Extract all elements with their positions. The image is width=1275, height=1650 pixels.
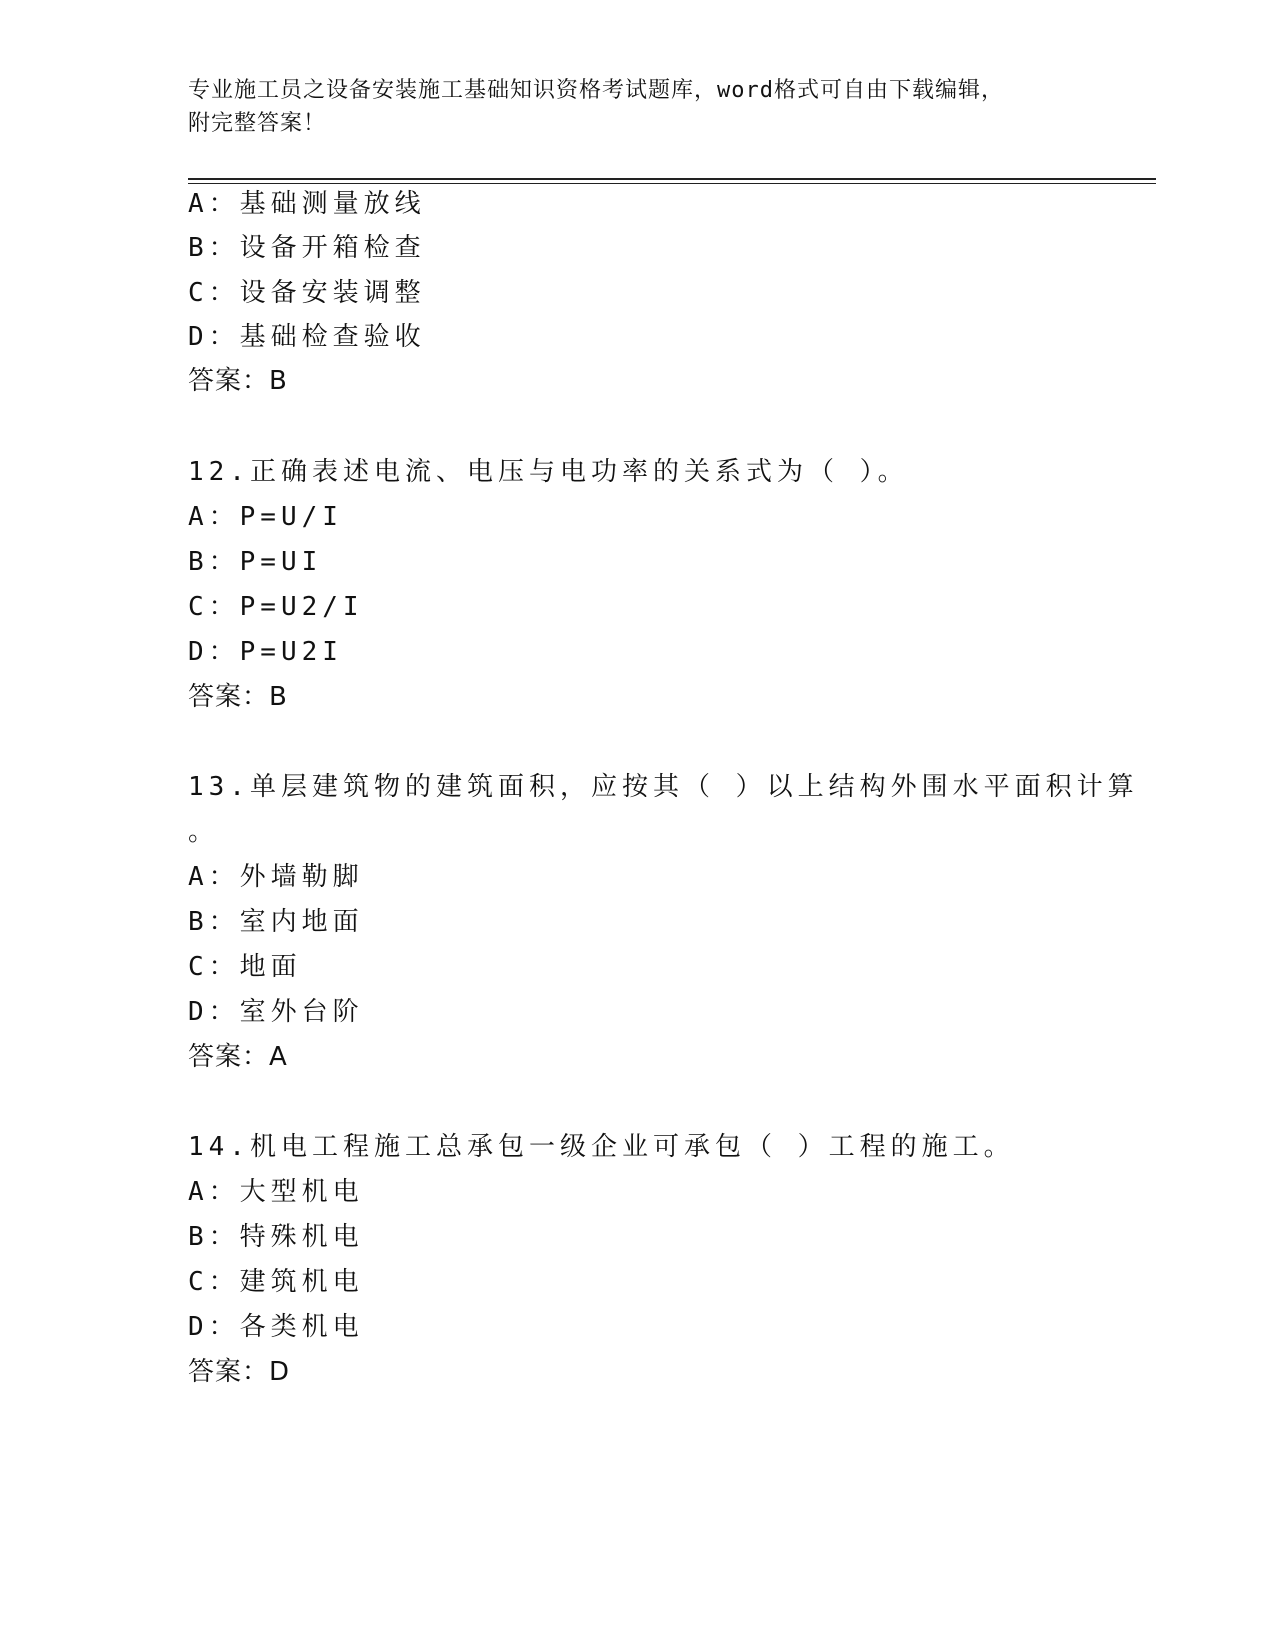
prev-option-d: D：基础检查验收 [188,322,426,352]
q13-option-c: C：地面 [188,952,302,982]
header-divider-thin [188,183,1156,184]
q12-option-b: B：P=UI [188,547,323,577]
q13-option-a: A：外墙勒脚 [188,862,364,892]
q14-option-b: B：特殊机电 [188,1222,364,1252]
q12-option-d: D：P=U2I [188,637,343,667]
q12-option-c: C：P=U2/I [188,592,364,622]
q14-option-a: A：大型机电 [188,1177,364,1207]
q14-option-d: D：各类机电 [188,1312,364,1342]
q13-option-b: B：室内地面 [188,907,364,937]
q13-option-d: D：室外台阶 [188,997,364,1027]
prev-answer: 答案：B [188,366,288,396]
q14-answer: 答案：D [188,1357,291,1387]
q13-answer: 答案：A [188,1042,288,1072]
header-line-2: 附完整答案！ [188,111,327,136]
document-header [188,74,1088,140]
q14-stem: 14.机电工程施工总承包一级企业可承包（ ）工程的施工。 [188,1132,1015,1162]
prev-option-a: A：基础测量放线 [188,189,426,219]
q12-answer: 答案：B [188,682,288,712]
prev-option-b: B：设备开箱检查 [188,233,426,263]
q12-stem: 12.正确表述电流、电压与电功率的关系式为（ ）。 [188,457,909,487]
prev-option-c: C：设备安装调整 [188,278,426,308]
q14-option-c: C：建筑机电 [188,1267,364,1297]
q13-stem-line-1: 13.单层建筑物的建筑面积，应按其（ ）以上结构外围水平面积计算 [188,772,1139,802]
header-divider-thick [188,178,1156,180]
q13-stem-line-2: 。 [188,817,220,847]
q12-option-a: A：P=U/I [188,502,343,532]
header-line-1: 专业施工员之设备安装施工基础知识资格考试题库，word格式可自由下载编辑， [188,78,1004,103]
